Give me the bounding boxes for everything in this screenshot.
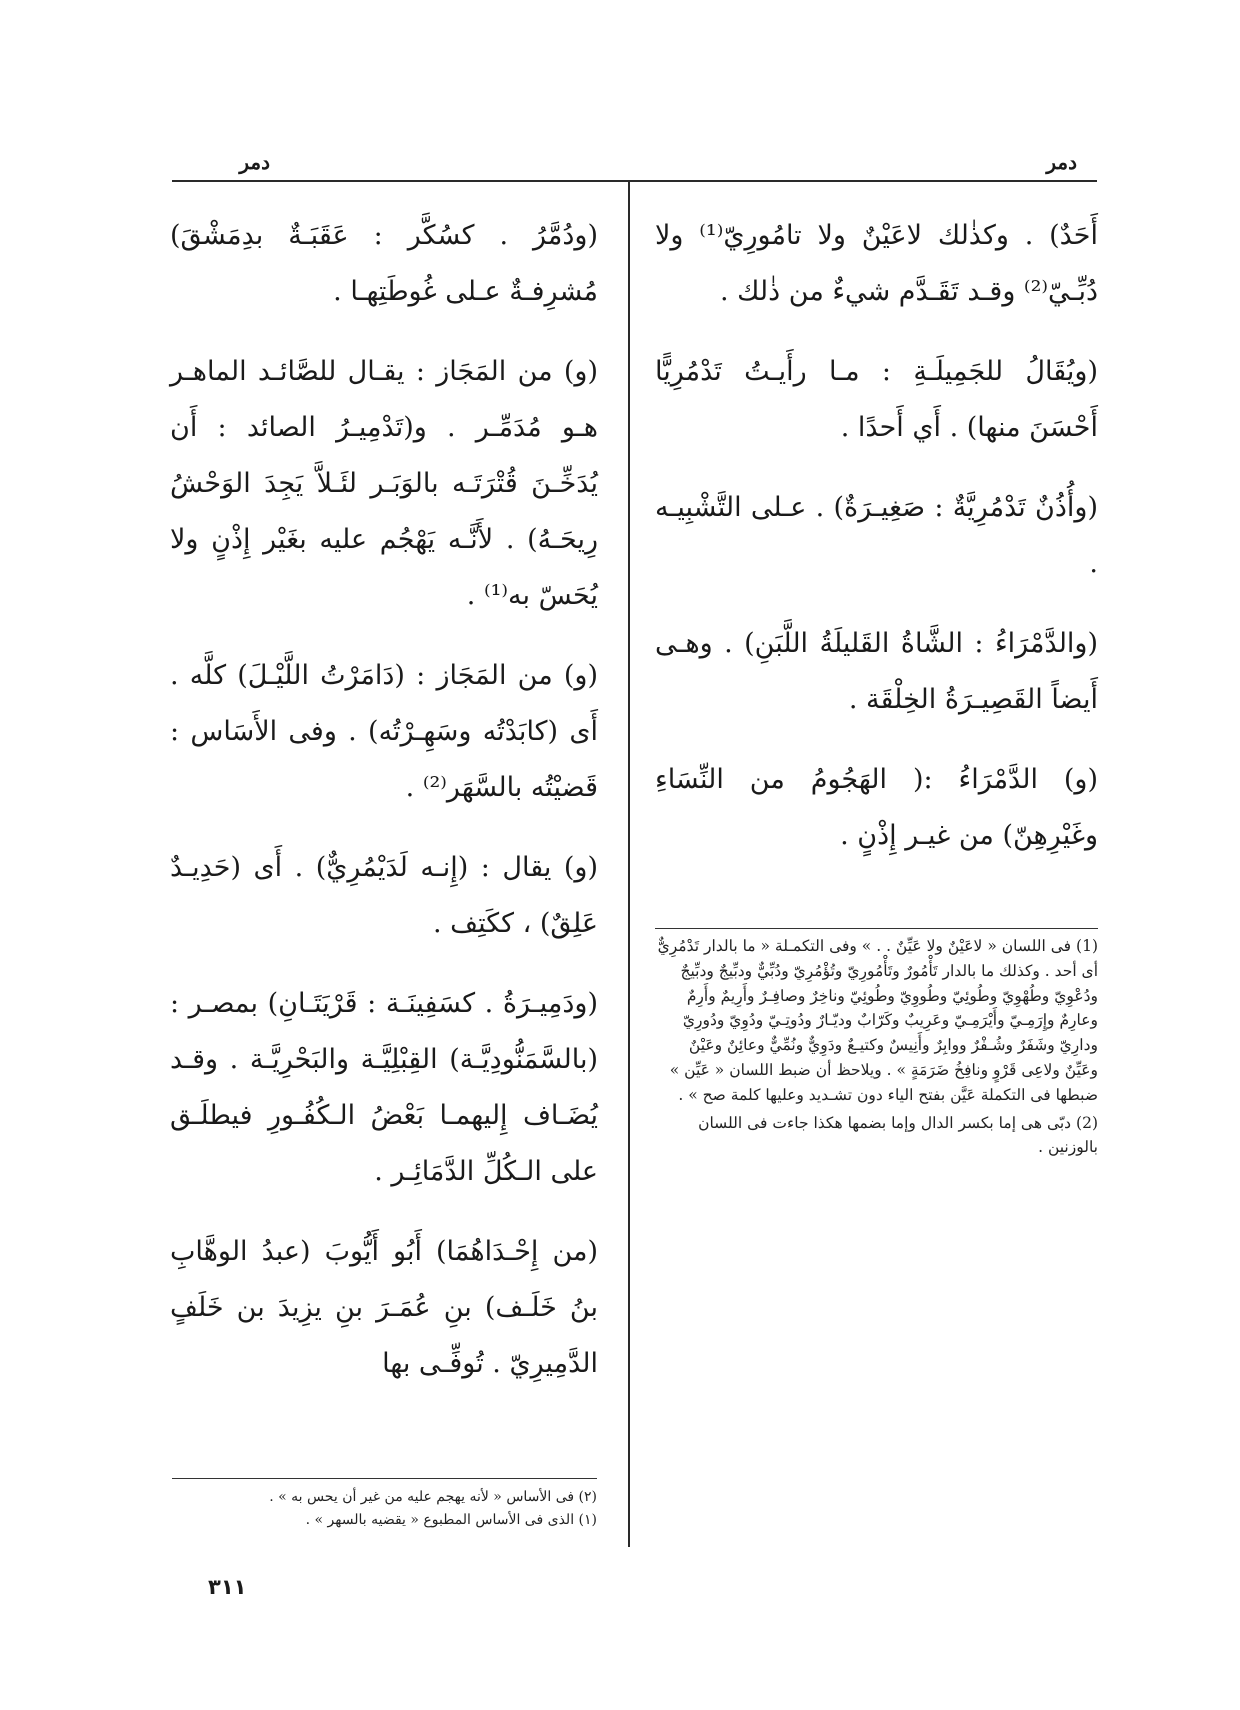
left-column	[170, 208, 598, 1416]
entry-paragraph: (و) يقال : (إِنـه لَدَيْمُرِيٌّ) . أَى (حَدِيـدٌ عَلِقٌ) ، ككَتِف .	[170, 852, 598, 939]
header-rule	[172, 180, 1097, 182]
right-column	[655, 208, 1098, 888]
column-divider	[628, 182, 630, 1547]
entry-paragraph: (و) الدَّمْرَاءُ :( الهَجُومُ من النِّسَاءِ وغَيْرِهِنّ) من غيـر إِذْنٍ .	[655, 764, 1098, 851]
page-number: ٣١١	[208, 1575, 247, 1599]
entry-paragraph: (ودُمَّرُ . كسُكَّر : عَقَبَـةٌ بدِمَشْقَ) مُشرِفـةٌ عـلى غُوطَتِهـا .	[170, 220, 598, 307]
footnote: (2) دبّى هى إما بكسر الدال وإما بضمها هكذا جاءت فى اللسان بالوزنين .	[698, 1113, 1098, 1157]
entry-paragraph: (و) من المَجَاز : (دَامَرْتُ اللَّيْـلَ) كلَّه . أَى (كابَدْتُه وسَهِـرْتُه) . وفى الأَسَاس : قَضيْتُه بالسَّهَر⁽²⁾ .	[170, 660, 598, 803]
entry-paragraph: (و) من المَجَاز : يقـال للصَّائـد الماهـر هـو مُدَمِّـر . و(تَدْمِيـرُ الصائد : أَن يُدَخِّـنَ قُتْرَتَـه بالوَبَـر لئَـلاَّ يَجِدَ الوَحْشُ رِيحَـهُ) . لأَنَّـه يَهْجُم عليه بغَيْر إِذْنٍ ولا يُحَسّ به⁽¹⁾ .	[170, 356, 598, 611]
footnote: (٢) فى الأساس « لأنه يهجم عليه من غير أن يحس به » .	[269, 1489, 597, 1505]
running-head-right: دمر	[1046, 150, 1077, 174]
entry-paragraph: (والدَّمْرَاءُ : الشَّاةُ القَليلَةُ اللَّبَنِ) . وهـى أَيضاً القَصِيـرَةُ الخِلْقَة .	[655, 628, 1098, 715]
entry-paragraph: (ودَمِيـرَةُ . كسَفِينَـة : قَرْيَتَـانِ) بمصـر : (بالسَّمَنُّودِيَّـة) القِبْلِيَّـة والبَحْرِيَّـة . وقـد يُضَـاف إِليهمـا بَعْضُ الـكُفُـورِ فيطلَـق على الـكُلِّ الدَّمَائِـر .	[170, 988, 598, 1187]
entry-paragraph: (من إِحْـدَاهُمَا) أَبُو أَيُّوبَ (عبدُ الوهَّابِ بنُ خَلَـف) بنِ عُمَـرَ بنِ يزِيدَ بن خَلَفٍ الدَّمِيرِيّ . تُوفِّـى بها	[170, 1236, 598, 1379]
footnote: (١) الذى فى الأساس المطبوع « يقضيه بالسهر » .	[305, 1512, 597, 1528]
footnote: (1) فى اللسان « لاعَيْنٌ ولا عَيِّنٌ . . » وفى التكمـلة « ما بالدار تَدْمُرِيٌّ أى أحد . وكذلك ما بالدار تَأْمُورٌ وتَأْمُورِيّ وتُؤْمُرِيّ ودُبِّيٌّ ودبِّيجٌ ودبِّيجٌ ودُعْوِيّ وطُهْوِيّ وطُوئِيّ وطُووِيّ وطُوئِيّ وناخِرٌ وصافِـرٌ وأَرِيمٌ وأَرِمٌ وعارِمٌ وإِرَمِـيّ وأَيْرَمِـيّ وعَرِيبٌ وكَرّابٌ وديّـارٌ ودُوتِـيّ ودُوِيّ ودُورِيّ ودارِيّ وشَفَرٌ وشُـفْرٌ ووابِرٌ وأَنِيسٌ وكتيـعٌ ودَوِيٌّ ونُمِّيٌّ وعائِنٌ وعَيْنٌ وعَيِّنٌ ولاعِى قَرْوٍ ونافِخُ ضَرَمَةٍ » . ويلاحظ أن ضبط اللسان « عَيِّن » ضبطها فى التكملة عَيَّن بفتح الياء دون تشـديد وعليها كلمة صح » .	[657, 937, 1098, 1104]
left-footnotes	[172, 1486, 597, 1532]
entry-paragraph: أَحَدٌ) . وكذٰلك لاعَيْنٌ ولا تامُورِيّ⁽¹⁾ ولا دُبِّـيّ⁽²⁾ وقـد تَقَـدَّم شيءٌ من ذٰلك .	[655, 220, 1098, 307]
entry-paragraph: (ويُقَالُ للجَمِيلَـةِ : مـا رأَيـتُ تَدْمُرِيًّا أَحْسَنَ منها) . أَي أَحدًا .	[655, 356, 1098, 443]
footnote-rule-right	[655, 928, 1098, 929]
footnote-rule-left	[172, 1478, 597, 1479]
right-footnotes	[655, 934, 1098, 1163]
running-head-left: دمر	[239, 150, 270, 174]
entry-paragraph: (وأُذُنٌ تَدْمُرِيَّةٌ : صَغِيـرَةٌ) . عـلى التَّشْبِيـه .	[655, 492, 1098, 579]
